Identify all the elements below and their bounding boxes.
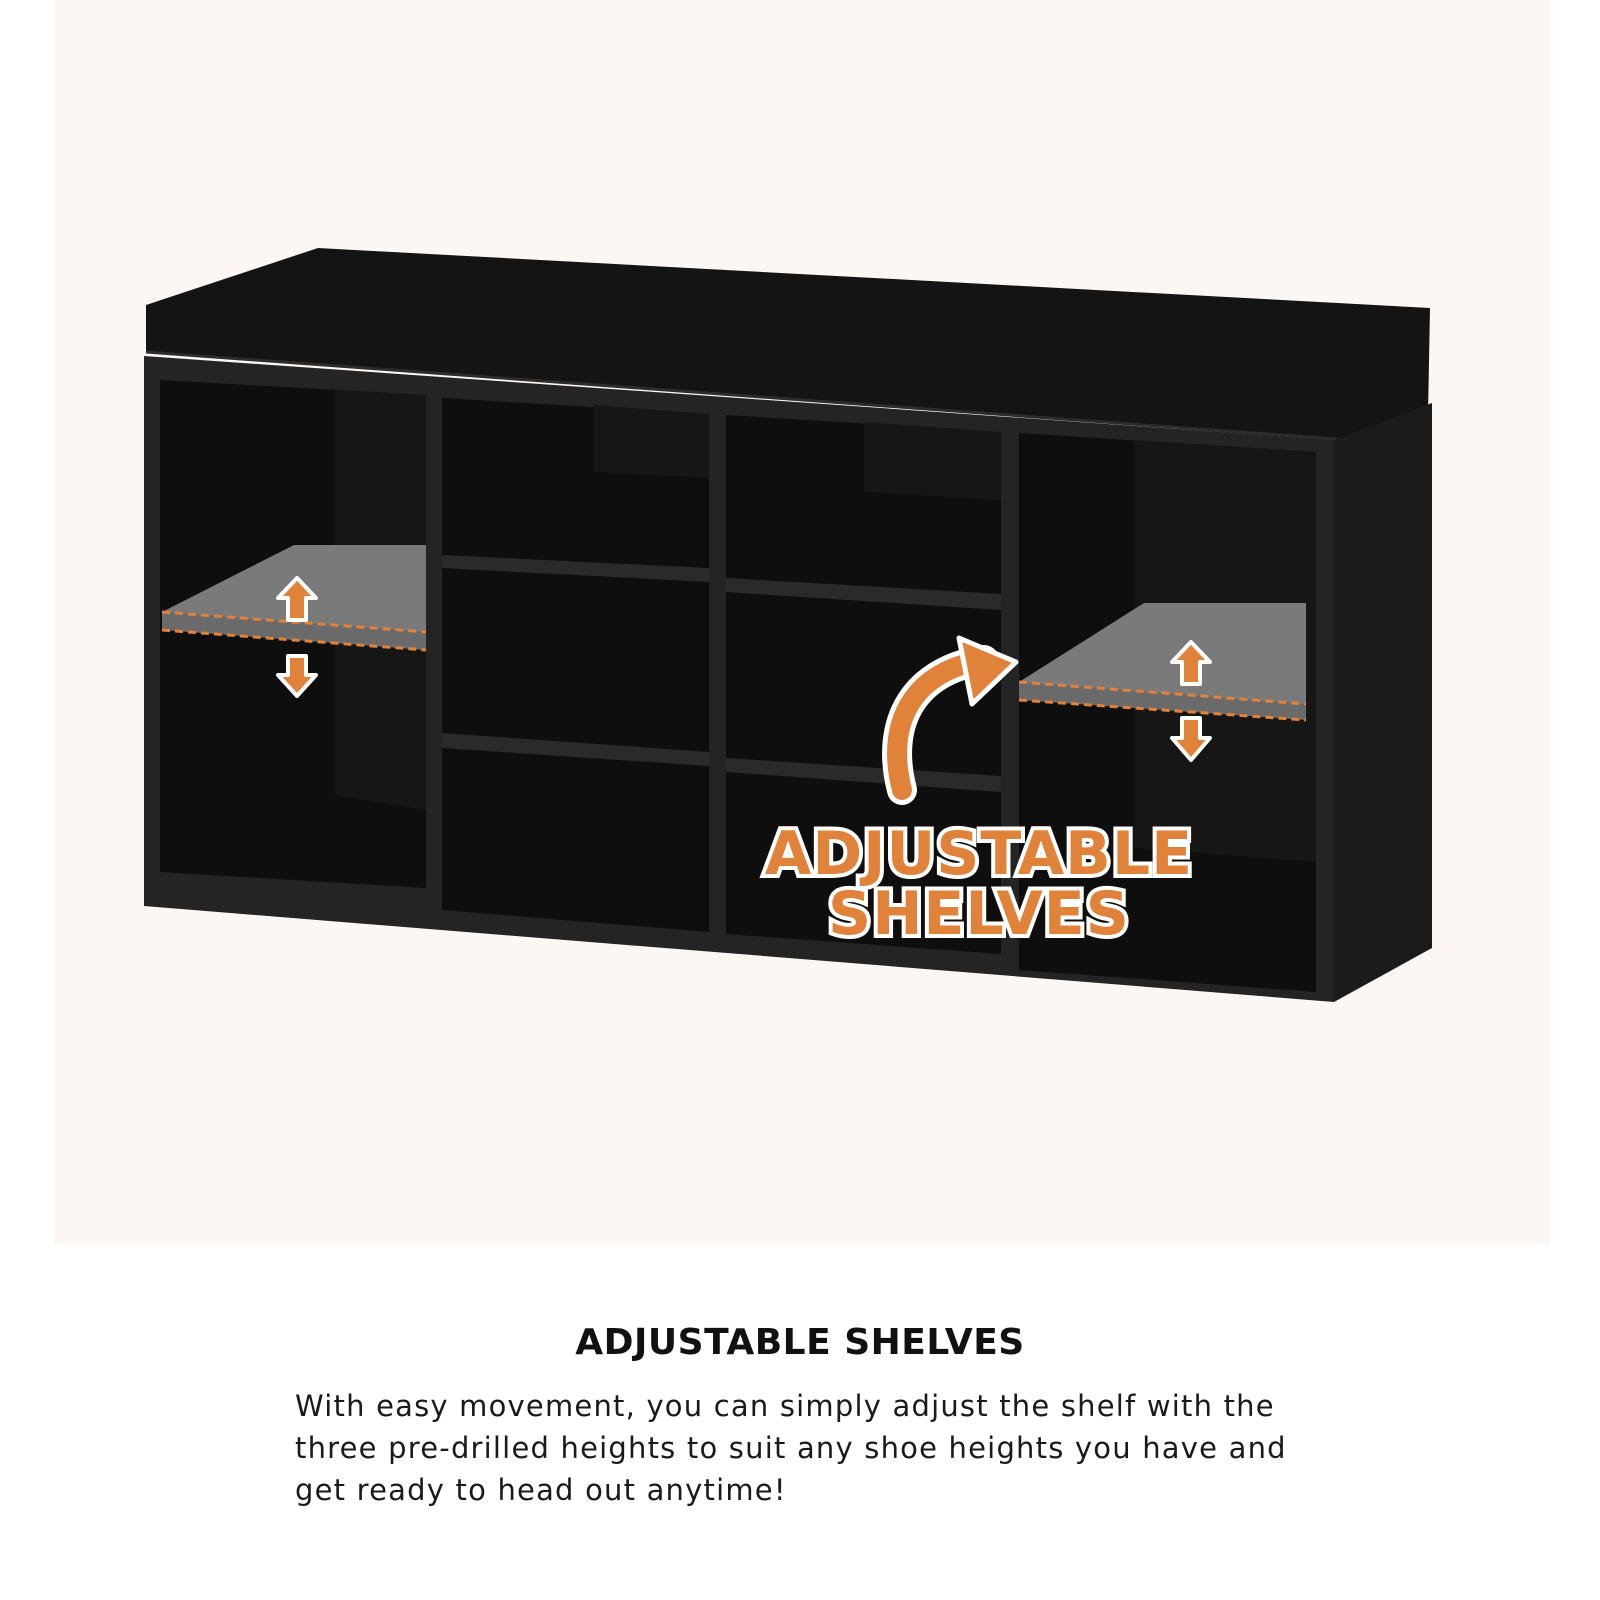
callout-line2: SHELVES <box>827 879 1131 949</box>
bench-illustration <box>54 0 1550 1245</box>
caption-body: With easy movement, you can simply adjust the shelf with the three pre-drilled heights to suit any shoe heights you have and get ready to head out anytime! <box>295 1389 1287 1507</box>
compartment-mid-left <box>442 398 709 932</box>
caption-section <box>0 1322 1600 1511</box>
callout-line1: ADJUSTABLE <box>764 819 1194 889</box>
product-hero <box>54 0 1550 1245</box>
side-panel <box>1334 403 1432 1002</box>
caption-heading: ADJUSTABLE SHELVES <box>575 1322 1025 1363</box>
